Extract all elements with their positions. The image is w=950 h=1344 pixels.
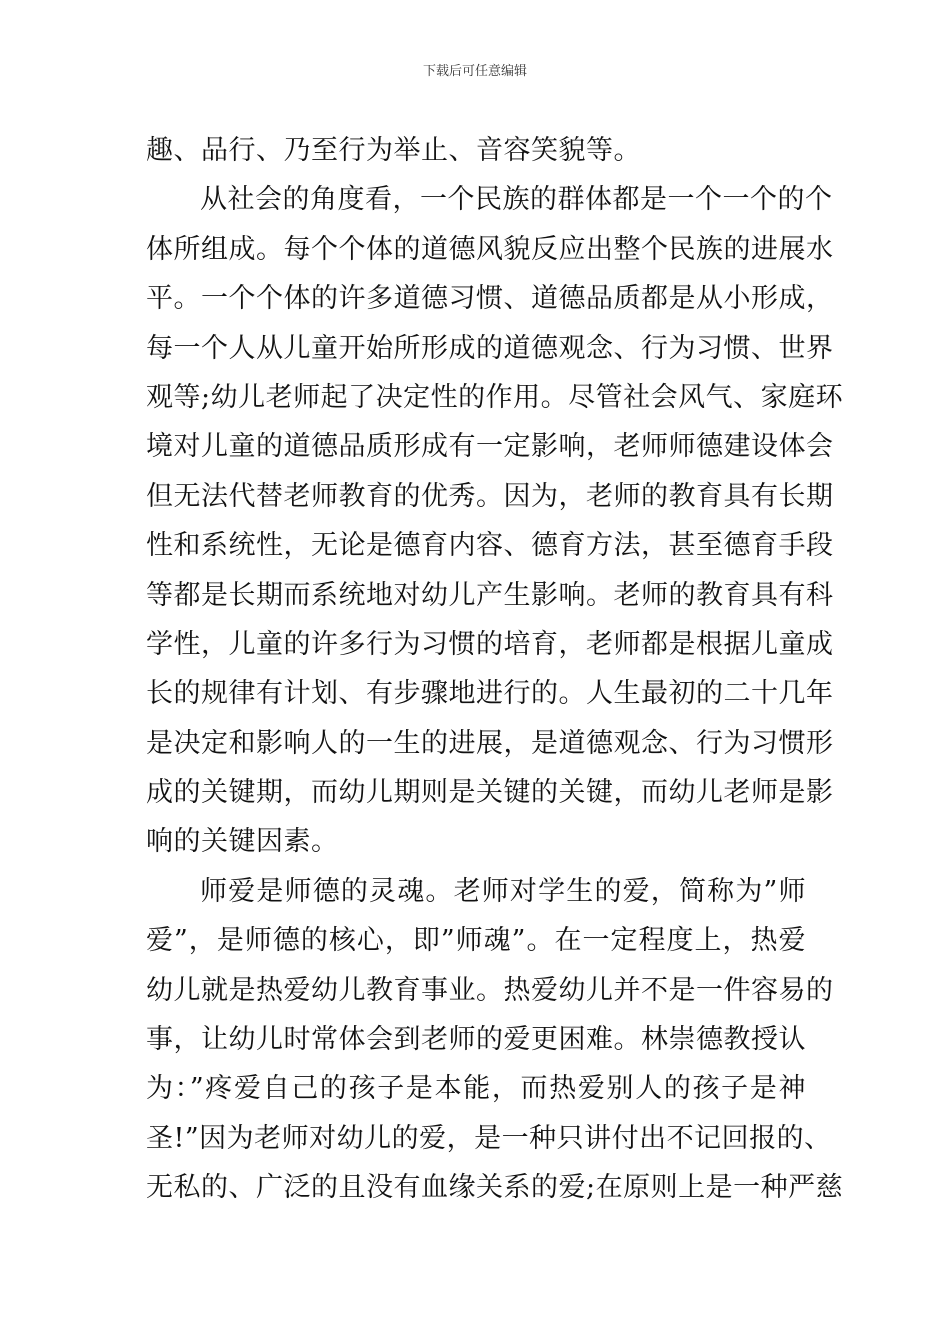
- text-line: 学性，儿童的许多行为习惯的培育，老师都是根据儿童成: [146, 628, 834, 660]
- text-line: 趣、品行、乃至行为举止、音容笑貌等。: [146, 135, 641, 166]
- text-line: 从社会的角度看，一个民族的群体都是一个一个的个: [200, 184, 833, 216]
- text-line: 等都是长期而系统地对幼儿产生影响。老师的教育具有科: [146, 579, 834, 611]
- text-line: 境对儿童的道德品质形成有一定影响，老师师德建设体会: [146, 431, 834, 463]
- text-line: 响的关键因素。: [146, 826, 339, 858]
- text-line: 爱”，是师德的核心，即”师魂”。在一定程度上，热爱: [146, 925, 806, 957]
- text-line: 性和系统性，无论是德育内容、德育方法，甚至德育手段: [146, 530, 834, 562]
- text-line: 是决定和影响人的一生的进展，是道德观念、行为习惯形: [146, 727, 834, 759]
- text-line: 但无法代替老师教育的优秀。因为，老师的教育具有长期: [146, 480, 834, 512]
- page-header: 下载后可任意编辑: [422, 64, 527, 79]
- text-line: 观等;幼儿老师起了决定性的作用。尽管社会风气、家庭环: [146, 381, 844, 413]
- text-line: 师爱是师德的灵魂。老师对学生的爱，简称为”师: [200, 875, 806, 907]
- text-line: 每一个人从儿童开始所形成的道德观念、行为习惯、世界: [146, 332, 834, 364]
- text-line: 为：”疼爱自己的孩子是本能，而热爱别人的孩子是神: [146, 1073, 806, 1105]
- text-line: 平。一个个体的许多道德习惯、道德品质都是从小形成，: [146, 283, 834, 315]
- text-line: 长的规律有计划、有步骤地进行的。人生最初的二十几年: [146, 678, 834, 710]
- text-line: 幼儿就是热爱幼儿教育事业。热爱幼儿并不是一件容易的: [146, 974, 834, 1006]
- text-line: 事，让幼儿时常体会到老师的爱更困难。林崇德教授认: [146, 1024, 806, 1056]
- document-body: [146, 126, 844, 1213]
- text-line: 无私的、广泛的且没有血缘关系的爱;在原则上是一种严慈: [146, 1172, 844, 1204]
- text-line: 圣!”因为老师对幼儿的爱，是一种只讲付出不记回报的、: [146, 1122, 832, 1154]
- text-line: 成的关键期，而幼儿期则是关键的关键，而幼儿老师是影: [146, 777, 834, 809]
- text-line: 体所组成。每个个体的道德风貌反应出整个民族的进展水: [146, 233, 834, 265]
